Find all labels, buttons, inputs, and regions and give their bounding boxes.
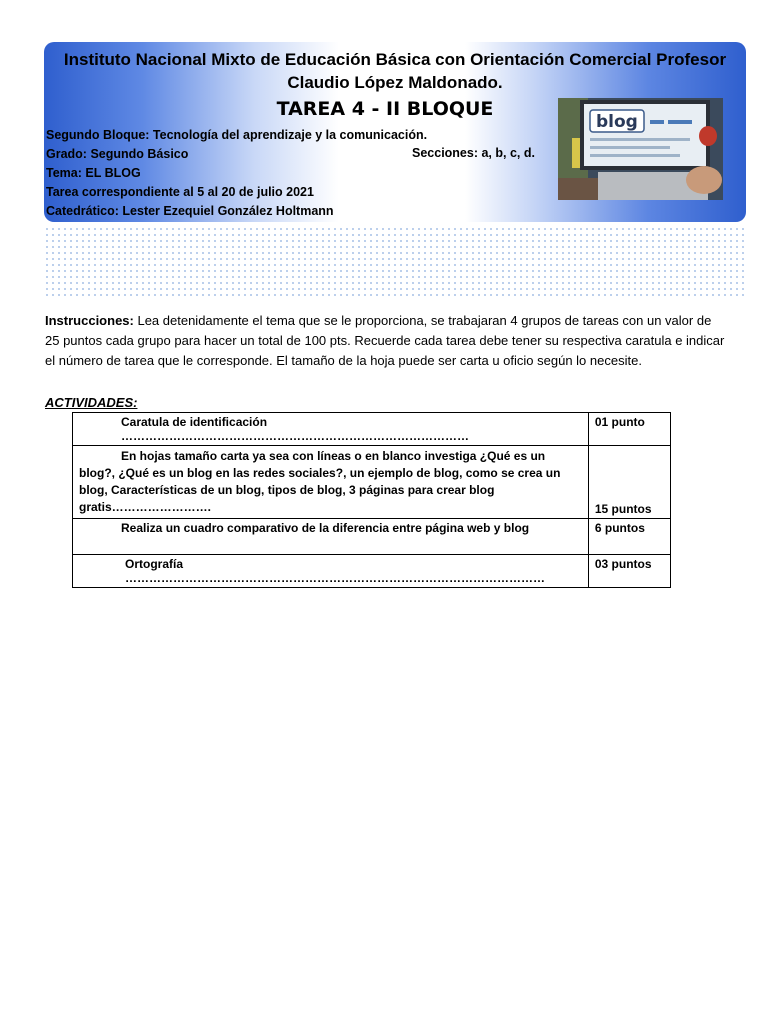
activity-text: Realiza un cuadro comparativo de la diferencia entre página web y blog [121,521,530,535]
institution-line-1: Instituto Nacional Mixto de Educación Básica con Orientación Comercial Profesor [63,50,727,69]
secciones-info: Secciones: a, b, c, d. [412,146,535,160]
activity-description [73,555,589,588]
activity-points: 6 puntos [588,519,670,555]
activities-heading: ACTIVIDADES: [45,395,138,410]
instructions-text: Lea detenidamente el tema que se le proporciona, se trabajaran 4 grupos de tareas con un valor de 25 puntos cada grupo para hacer un total de 100 pts. Recuerde cada tarea debe tener su respectiva caratula e indicar el número de tarea que le corresponde. El tamaño de la hoja puede ser carta u oficio según lo necesite. [45,313,725,368]
grado-info: Grado: Segundo Básico [46,147,189,161]
table-row [73,519,671,555]
activity-points: 01 punto [588,413,670,446]
institution-name [44,48,746,94]
activity-description [73,446,589,519]
catedratico-info: Catedrático: Lester Ezequiel González Holtmann [46,204,334,218]
activity-text: Ortografía …………………………………………………………………………………………… [125,557,545,585]
activity-text: Caratula de identificación …………………………………………………………………………… [121,415,469,443]
assignment-title: TAREA 4 - II BLOQUE [276,98,494,120]
header-banner [44,42,746,222]
instructions [45,311,725,371]
table-row [73,555,671,588]
activity-points [588,446,670,519]
activity-description [73,413,589,446]
dotted-pattern [44,226,744,298]
activities-table [72,412,671,588]
blog-illustration [558,98,723,200]
activity-text: En hojas tamaño carta ya sea con líneas o en blanco investiga ¿Qué es un blog?, ¿Qué es un blog en las redes sociales?, un ejemplo de blog, como se crea un blog, Características de un blog, tipos de blog, 3 páginas para crear blog gratis……………………. [79,449,561,514]
institution-line-2: Claudio López Maldonado. [287,73,503,92]
fecha-info: Tarea correspondiente al 5 al 20 de julio 2021 [46,185,314,199]
table-row [73,413,671,446]
blog-text: blog [596,112,638,132]
table-row [73,446,671,519]
activity-points-text: 15 puntos [594,502,652,516]
instructions-label: Instrucciones: [45,313,134,328]
activity-description [73,519,589,555]
blog-photo [558,98,723,200]
bloque-info: Segundo Bloque: Tecnología del aprendizaje y la comunicación. [46,128,428,142]
activity-points: 03 puntos [588,555,670,588]
tema-info: Tema: EL BLOG [46,166,141,180]
